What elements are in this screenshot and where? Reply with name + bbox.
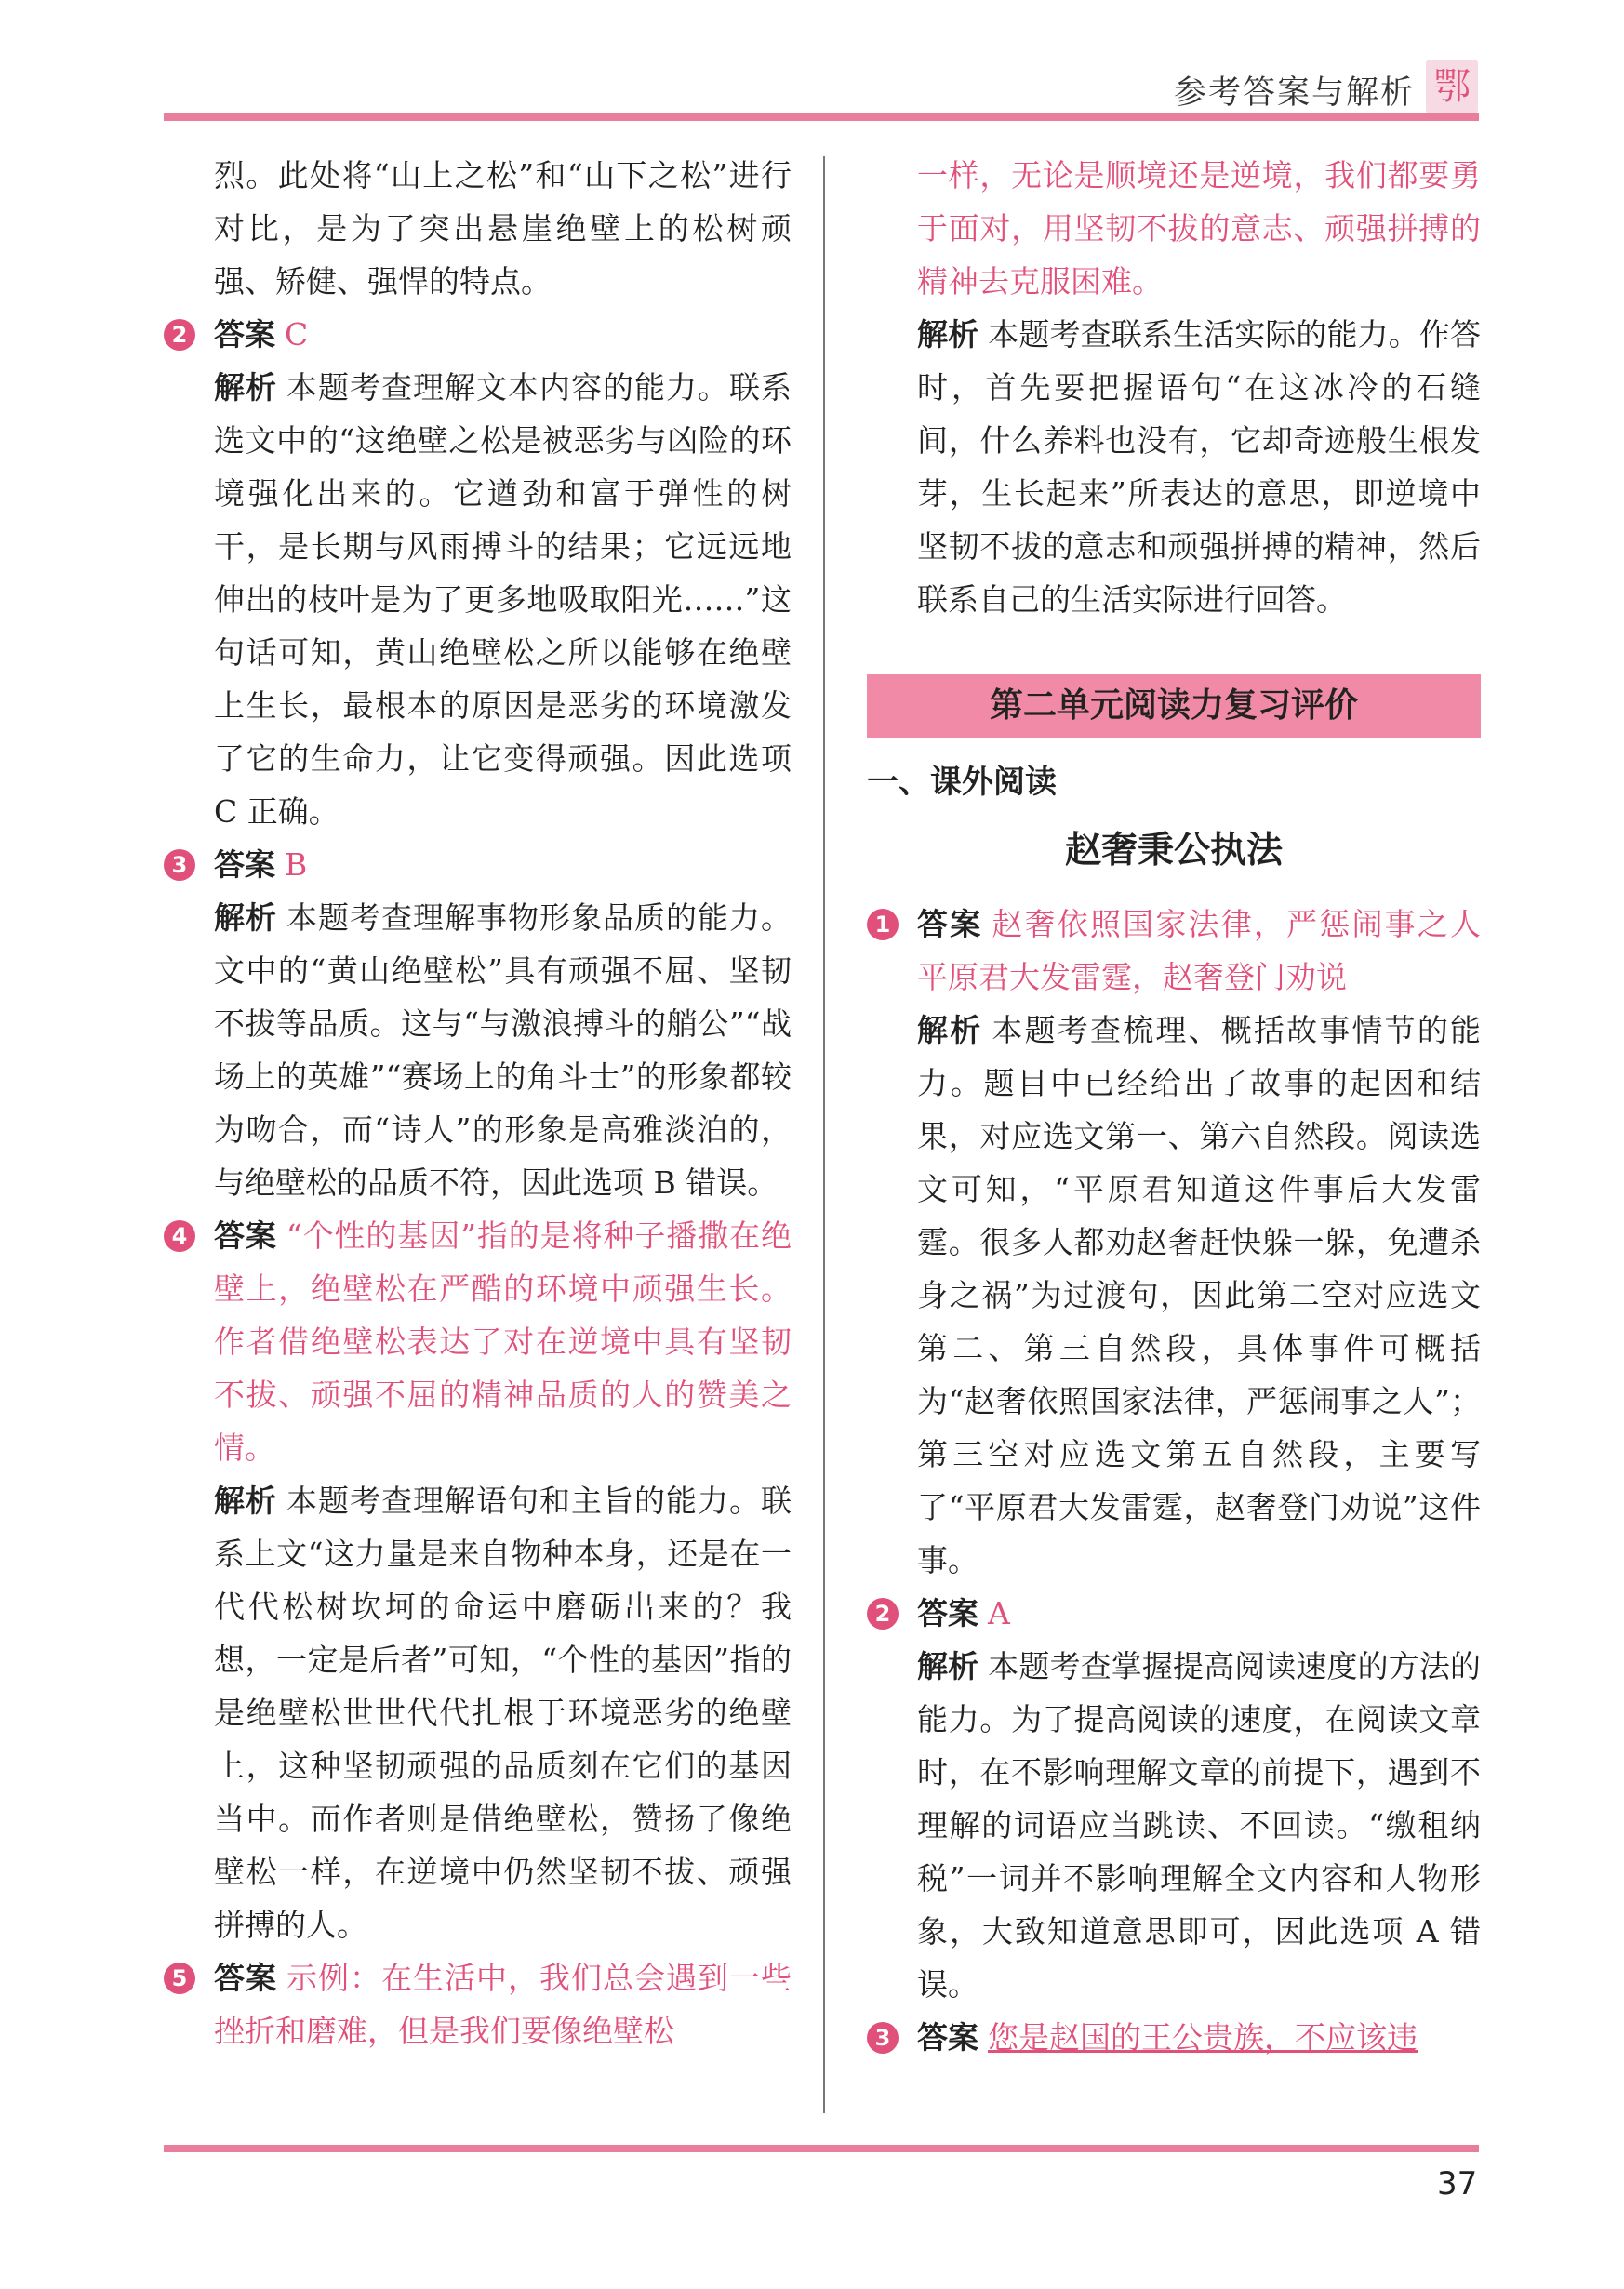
answer-label: 答案 — [214, 1218, 277, 1254]
answer-text: 赵奢依照国家法律，严惩闹事之人 平原君大发雷霆，赵奢登门劝说 — [917, 906, 1511, 995]
analysis-text: 本题考查理解文本内容的能力。联系选文中的“这绝壁之松是被恶劣与凶险的环境强化出来的。它遒劲和富于弹性的树干，是长期与风雨搏斗的结果；它远远地伸出的枝叶是为了更多地吸取阳光……”这句话可知，黄山绝壁松之所以能够在绝壁上生长，最根本的原因是恶劣的环境激发了它的生命力，让它变得顽强。因此选项 C 正确。 — [214, 369, 792, 830]
answer-text: 示例：在生活中，我们总会遇到一些挫折和磨难，但是我们要像绝壁松 — [214, 1960, 792, 2049]
page-number: 37 — [1437, 2165, 1478, 2202]
reading-answer-1 — [867, 898, 1511, 1004]
answer-5 — [164, 1951, 792, 2057]
analysis-text: 本题考查联系生活实际的能力。作答时，首先要把握语句“在这冰冷的石缝间，什么养料也没有，它却奇迹般生根发芽，生长起来”所表达的意思，即逆境中坚韧不拔的意志和顽强拼搏的精神，然后联系自己的生活实际进行回答。 — [917, 316, 1482, 618]
unit-review-banner: 第二单元阅读力复习评价 — [867, 674, 1481, 738]
question-number-4: 4 — [164, 1220, 195, 1252]
analysis-2 — [164, 361, 792, 838]
answer-label: 答案 — [917, 2019, 978, 2056]
answer-text: C — [285, 316, 309, 353]
answer-4 — [164, 1209, 792, 1474]
analysis-text: 本题考查梳理、概括故事情节的能力。题目中已经给出了故事的起因和结果，对应选文第一、第六自然段。阅读选文可知，“平原君知道这件事后大发雷霆。很多人都劝赵奢赶快躲一躲，免遭杀身之祸”为过渡句，因此第二空对应选文第二、第三自然段，具体事件可概括为“赵奢依照国家法律，严惩闹事之人”；第三空对应选文第五自然段，主要写了“平原君大发雷霆，赵奢登门劝说”这件事。 — [917, 1012, 1481, 1578]
page-header-title: 参考答案与解析 — [1174, 74, 1416, 112]
answer-label: 答案 — [214, 316, 275, 353]
answer-text: A — [988, 1595, 1010, 1631]
question-number-1: 1 — [867, 909, 899, 940]
question-number-2: 2 — [867, 1598, 899, 1630]
analysis-text: 本题考查理解事物形象品质的能力。文中的“黄山绝壁松”具有顽强不屈、坚韧不拔等品质。这与“与激浪搏斗的艄公”“战场上的英雄”“赛场上的角斗士”的形象都较为吻合，而“诗人”的形象是高雅淡泊的，与绝壁松的品质不符，因此选项 B 错误。 — [214, 899, 792, 1201]
analysis-5 — [867, 308, 1481, 626]
answer-text: 您是赵国的王公贵族，不应该违 — [988, 2019, 1418, 2056]
answer-label: 答案 — [917, 906, 983, 942]
reading-answer-3 — [867, 2011, 1481, 2064]
analysis-text: 本题考查理解语句和主旨的能力。联系上文“这力量是来自物种本身，还是在一代代松树坎坷的命运中磨砺出来的？我想，一定是后者”可知，“个性的基因”指的是绝壁松世世代代扎根于环境恶劣的绝壁上，这种坚韧顽强的品质刻在它们的基因当中。而作者则是借绝壁松，赞扬了像绝壁松一样，在逆境中仍然坚韧不拔、顽强拼搏的人。 — [214, 1483, 792, 1943]
question-number-3: 3 — [867, 2022, 899, 2054]
analysis-label: 解析 — [214, 1483, 277, 1519]
answer-5-continued: 一样，无论是顺境还是逆境，我们都要勇于面对，用坚韧不拔的意志、顽强拼搏的精神去克服困难。 — [917, 157, 1481, 299]
right-column — [867, 149, 1511, 2064]
analysis-3 — [164, 891, 792, 1209]
question-number-5: 5 — [164, 1963, 195, 1994]
analysis-text: 本题考查掌握提高阅读速度的方法的能力。为了提高阅读的速度，在阅读文章时，在不影响理解文章的前提下，遇到不理解的词语应当跳读、不回读。“缴租纳税”一词并不影响理解全文内容和人物形象，大致知道意思即可，因此选项 A 错误。 — [917, 1648, 1482, 2003]
section-heading: 一、课外阅读 — [867, 764, 1057, 801]
analysis-label: 解析 — [917, 316, 979, 353]
analysis-label: 解析 — [214, 899, 277, 936]
region-badge: 鄂 — [1426, 60, 1478, 113]
footer-rule — [164, 2145, 1479, 2152]
column-divider — [823, 156, 825, 2113]
reading-analysis-2 — [867, 1640, 1481, 2011]
continued-paragraph: 烈。此处将“山上之松”和“山下之松”进行对比，是为了突出悬崖绝壁上的松树顽强、矫健、强悍的特点。 — [214, 157, 792, 299]
analysis-4 — [164, 1474, 792, 1951]
question-number-3: 3 — [164, 849, 195, 881]
answer-text: “个性的基因”指的是将种子播撒在绝壁上，绝壁松在严酷的环境中顽强生长。作者借绝壁松表达了对在逆境中具有坚韧不拔、顽强不屈的精神品质的人的赞美之情。 — [214, 1218, 792, 1466]
answer-3 — [164, 838, 792, 891]
reading-analysis-1 — [867, 1004, 1481, 1587]
answer-label: 答案 — [214, 1960, 277, 1996]
analysis-label: 解析 — [917, 1012, 983, 1048]
reading-answer-2 — [867, 1587, 1481, 1640]
analysis-label: 解析 — [917, 1648, 979, 1684]
answer-label: 答案 — [917, 1595, 978, 1631]
question-number-2: 2 — [164, 319, 195, 351]
article-title: 赵奢秉公执法 — [1064, 830, 1283, 872]
left-column — [164, 149, 792, 2057]
answer-2 — [164, 308, 792, 361]
header-rule — [164, 113, 1479, 121]
answer-label: 答案 — [214, 846, 275, 883]
analysis-label: 解析 — [214, 369, 277, 406]
answer-text: B — [285, 846, 308, 883]
